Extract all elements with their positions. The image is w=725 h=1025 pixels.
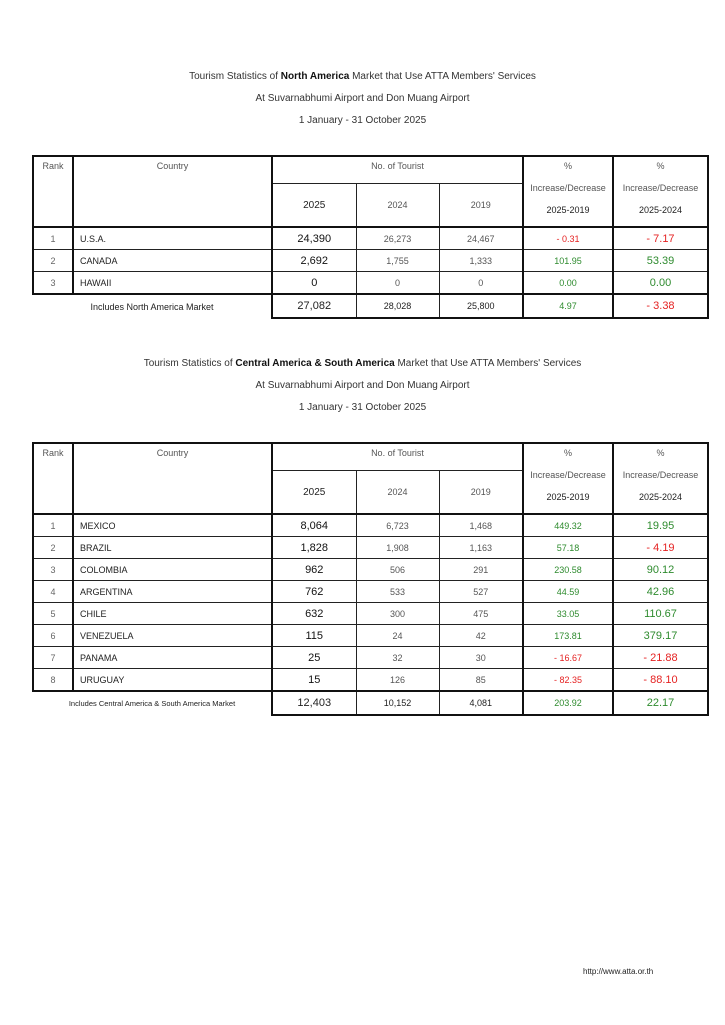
tourists-2025-cell: 2,692 (272, 250, 356, 272)
table-row (33, 514, 708, 537)
pct-2025-2019-cell: 44.59 (523, 581, 613, 603)
rank-cell: 2 (33, 537, 73, 559)
tourists-2024-cell: 24 (356, 625, 439, 647)
tourists-2019-cell: 30 (439, 647, 523, 669)
rank-cell: 3 (33, 559, 73, 581)
pct-2025-2024-cell: - 4.19 (613, 537, 708, 559)
country-cell: HAWAII (73, 272, 272, 295)
country-cell: ARGENTINA (73, 581, 272, 603)
rank-cell: 6 (33, 625, 73, 647)
section1-title-market: North America (280, 71, 350, 82)
total-2019-cell: 4,081 (439, 691, 523, 715)
section1-title: Tourism Statistics of North America Market that Use ATTA Members' Services (189, 71, 536, 82)
tourists-2024-cell: 26,273 (356, 227, 439, 250)
tourists-2024-cell: 300 (356, 603, 439, 625)
section2-title-block (0, 353, 725, 419)
rank-cell: 8 (33, 669, 73, 692)
header-pct-2025-2024: % Increase/Decrease 2025-2024 (613, 156, 708, 227)
tourists-2025-cell: 8,064 (272, 514, 356, 537)
pct-2025-2024-cell: - 21.88 (613, 647, 708, 669)
pct-2025-2024-cell: 110.67 (613, 603, 708, 625)
total-2024-cell: 28,028 (356, 294, 439, 318)
tourists-2019-cell: 24,467 (439, 227, 523, 250)
header-country: Country (73, 156, 272, 227)
country-cell: COLOMBIA (73, 559, 272, 581)
rank-cell: 7 (33, 647, 73, 669)
header-no-of-tourist: No. of Tourist (272, 156, 523, 184)
tourists-2025-cell: 1,828 (272, 537, 356, 559)
tourists-2024-cell: 32 (356, 647, 439, 669)
total-label: Includes Central America & South America Market (68, 699, 236, 708)
tourists-2025-cell: 0 (272, 272, 356, 295)
table-row (33, 581, 708, 603)
table-row (33, 625, 708, 647)
country-cell: CHILE (73, 603, 272, 625)
tourists-2025-cell: 15 (272, 669, 356, 692)
pct-2025-2024-cell: 53.39 (613, 250, 708, 272)
header-year-2019: 2019 (439, 184, 523, 228)
rank-cell: 5 (33, 603, 73, 625)
total-pct-2025-2019-cell: 4.97 (523, 294, 613, 318)
tourists-2024-cell: 6,723 (356, 514, 439, 537)
tourists-2025-cell: 115 (272, 625, 356, 647)
header-pct-2025-2019: % Increase/Decrease 2025-2019 (523, 443, 613, 514)
total-pct-2025-2024-cell: - 3.38 (613, 294, 708, 318)
tourists-2025-cell: 25 (272, 647, 356, 669)
header-year-2025: 2025 (272, 184, 356, 228)
table-row (33, 537, 708, 559)
country-cell: PANAMA (73, 647, 272, 669)
pct-2025-2019-cell: - 82.35 (523, 669, 613, 692)
north-america-table (32, 155, 709, 319)
table-row (33, 559, 708, 581)
pct-2025-2024-cell: - 7.17 (613, 227, 708, 250)
section1-date-range: 1 January - 31 October 2025 (298, 115, 427, 126)
section2-title: Tourism Statistics of Central America & South America Market that Use ATTA Members' Services (143, 358, 582, 369)
pct-2025-2019-cell: 57.18 (523, 537, 613, 559)
pct-2025-2024-cell: 0.00 (613, 272, 708, 295)
table-row (33, 647, 708, 669)
tourists-2024-cell: 506 (356, 559, 439, 581)
total-row (33, 294, 708, 318)
pct-2025-2024-cell: 19.95 (613, 514, 708, 537)
header-rank: Rank (33, 443, 73, 514)
tourists-2024-cell: 126 (356, 669, 439, 692)
pct-2025-2024-cell: 90.12 (613, 559, 708, 581)
section2-date-range: 1 January - 31 October 2025 (298, 402, 427, 413)
tourists-2025-cell: 24,390 (272, 227, 356, 250)
tourists-2024-cell: 0 (356, 272, 439, 295)
total-2025-cell: 12,403 (272, 691, 356, 715)
pct-2025-2019-cell: 101.95 (523, 250, 613, 272)
pct-2025-2019-cell: 449.32 (523, 514, 613, 537)
section2-title-market: Central America & South America (235, 358, 395, 369)
tourists-2024-cell: 1,908 (356, 537, 439, 559)
header-country: Country (73, 443, 272, 514)
tourists-2019-cell: 1,163 (439, 537, 523, 559)
pct-2025-2024-cell: - 88.10 (613, 669, 708, 692)
tourists-2019-cell: 527 (439, 581, 523, 603)
pct-2025-2024-cell: 379.17 (613, 625, 708, 647)
total-2024-cell: 10,152 (356, 691, 439, 715)
rank-cell: 3 (33, 272, 73, 295)
total-pct-2025-2019-cell: 203.92 (523, 691, 613, 715)
total-pct-2025-2024-cell: 22.17 (613, 691, 708, 715)
section2-rows (33, 514, 708, 691)
tourists-2019-cell: 42 (439, 625, 523, 647)
country-cell: VENEZUELA (73, 625, 272, 647)
table-row (33, 272, 708, 295)
tourists-2019-cell: 291 (439, 559, 523, 581)
tourists-2024-cell: 1,755 (356, 250, 439, 272)
table-row (33, 227, 708, 250)
footer-url-link[interactable]: http://www.atta.or.th (583, 967, 654, 976)
table-row (33, 669, 708, 692)
tourists-2024-cell: 533 (356, 581, 439, 603)
header-rank: Rank (33, 156, 73, 227)
rank-cell: 4 (33, 581, 73, 603)
table-row (33, 250, 708, 272)
pct-2025-2019-cell: - 16.67 (523, 647, 613, 669)
tourists-2019-cell: 475 (439, 603, 523, 625)
total-row (33, 691, 708, 715)
tourists-2019-cell: 0 (439, 272, 523, 295)
header-year-2024: 2024 (356, 471, 439, 515)
country-cell: CANADA (73, 250, 272, 272)
tourists-2019-cell: 85 (439, 669, 523, 692)
tourists-2025-cell: 762 (272, 581, 356, 603)
header-no-of-tourist: No. of Tourist (272, 443, 523, 471)
tourists-2019-cell: 1,333 (439, 250, 523, 272)
header-pct-2025-2024: % Increase/Decrease 2025-2024 (613, 443, 708, 514)
total-2025-cell: 27,082 (272, 294, 356, 318)
header-year-2025: 2025 (272, 471, 356, 515)
rank-cell: 1 (33, 227, 73, 250)
total-label: Includes North America Market (90, 301, 214, 312)
pct-2025-2024-cell: 42.96 (613, 581, 708, 603)
pct-2025-2019-cell: 230.58 (523, 559, 613, 581)
rank-cell: 2 (33, 250, 73, 272)
tourists-2025-cell: 962 (272, 559, 356, 581)
section1-subtitle: At Suvarnabhumi Airport and Don Muang Airport (255, 93, 470, 104)
pct-2025-2019-cell: 33.05 (523, 603, 613, 625)
pct-2025-2019-cell: 0.00 (523, 272, 613, 295)
section2-subtitle: At Suvarnabhumi Airport and Don Muang Airport (255, 380, 470, 391)
country-cell: MEXICO (73, 514, 272, 537)
header-pct-2025-2019: % Increase/Decrease 2025-2019 (523, 156, 613, 227)
header-year-2019: 2019 (439, 471, 523, 515)
country-cell: U.S.A. (73, 227, 272, 250)
pct-2025-2019-cell: 173.81 (523, 625, 613, 647)
tourists-2019-cell: 1,468 (439, 514, 523, 537)
table-row (33, 603, 708, 625)
country-cell: URUGUAY (73, 669, 272, 692)
total-2019-cell: 25,800 (439, 294, 523, 318)
rank-cell: 1 (33, 514, 73, 537)
country-cell: BRAZIL (73, 537, 272, 559)
header-year-2024: 2024 (356, 184, 439, 228)
pct-2025-2019-cell: - 0.31 (523, 227, 613, 250)
central-south-america-table (32, 442, 709, 716)
tourists-2025-cell: 632 (272, 603, 356, 625)
section1-title-block (0, 66, 725, 132)
